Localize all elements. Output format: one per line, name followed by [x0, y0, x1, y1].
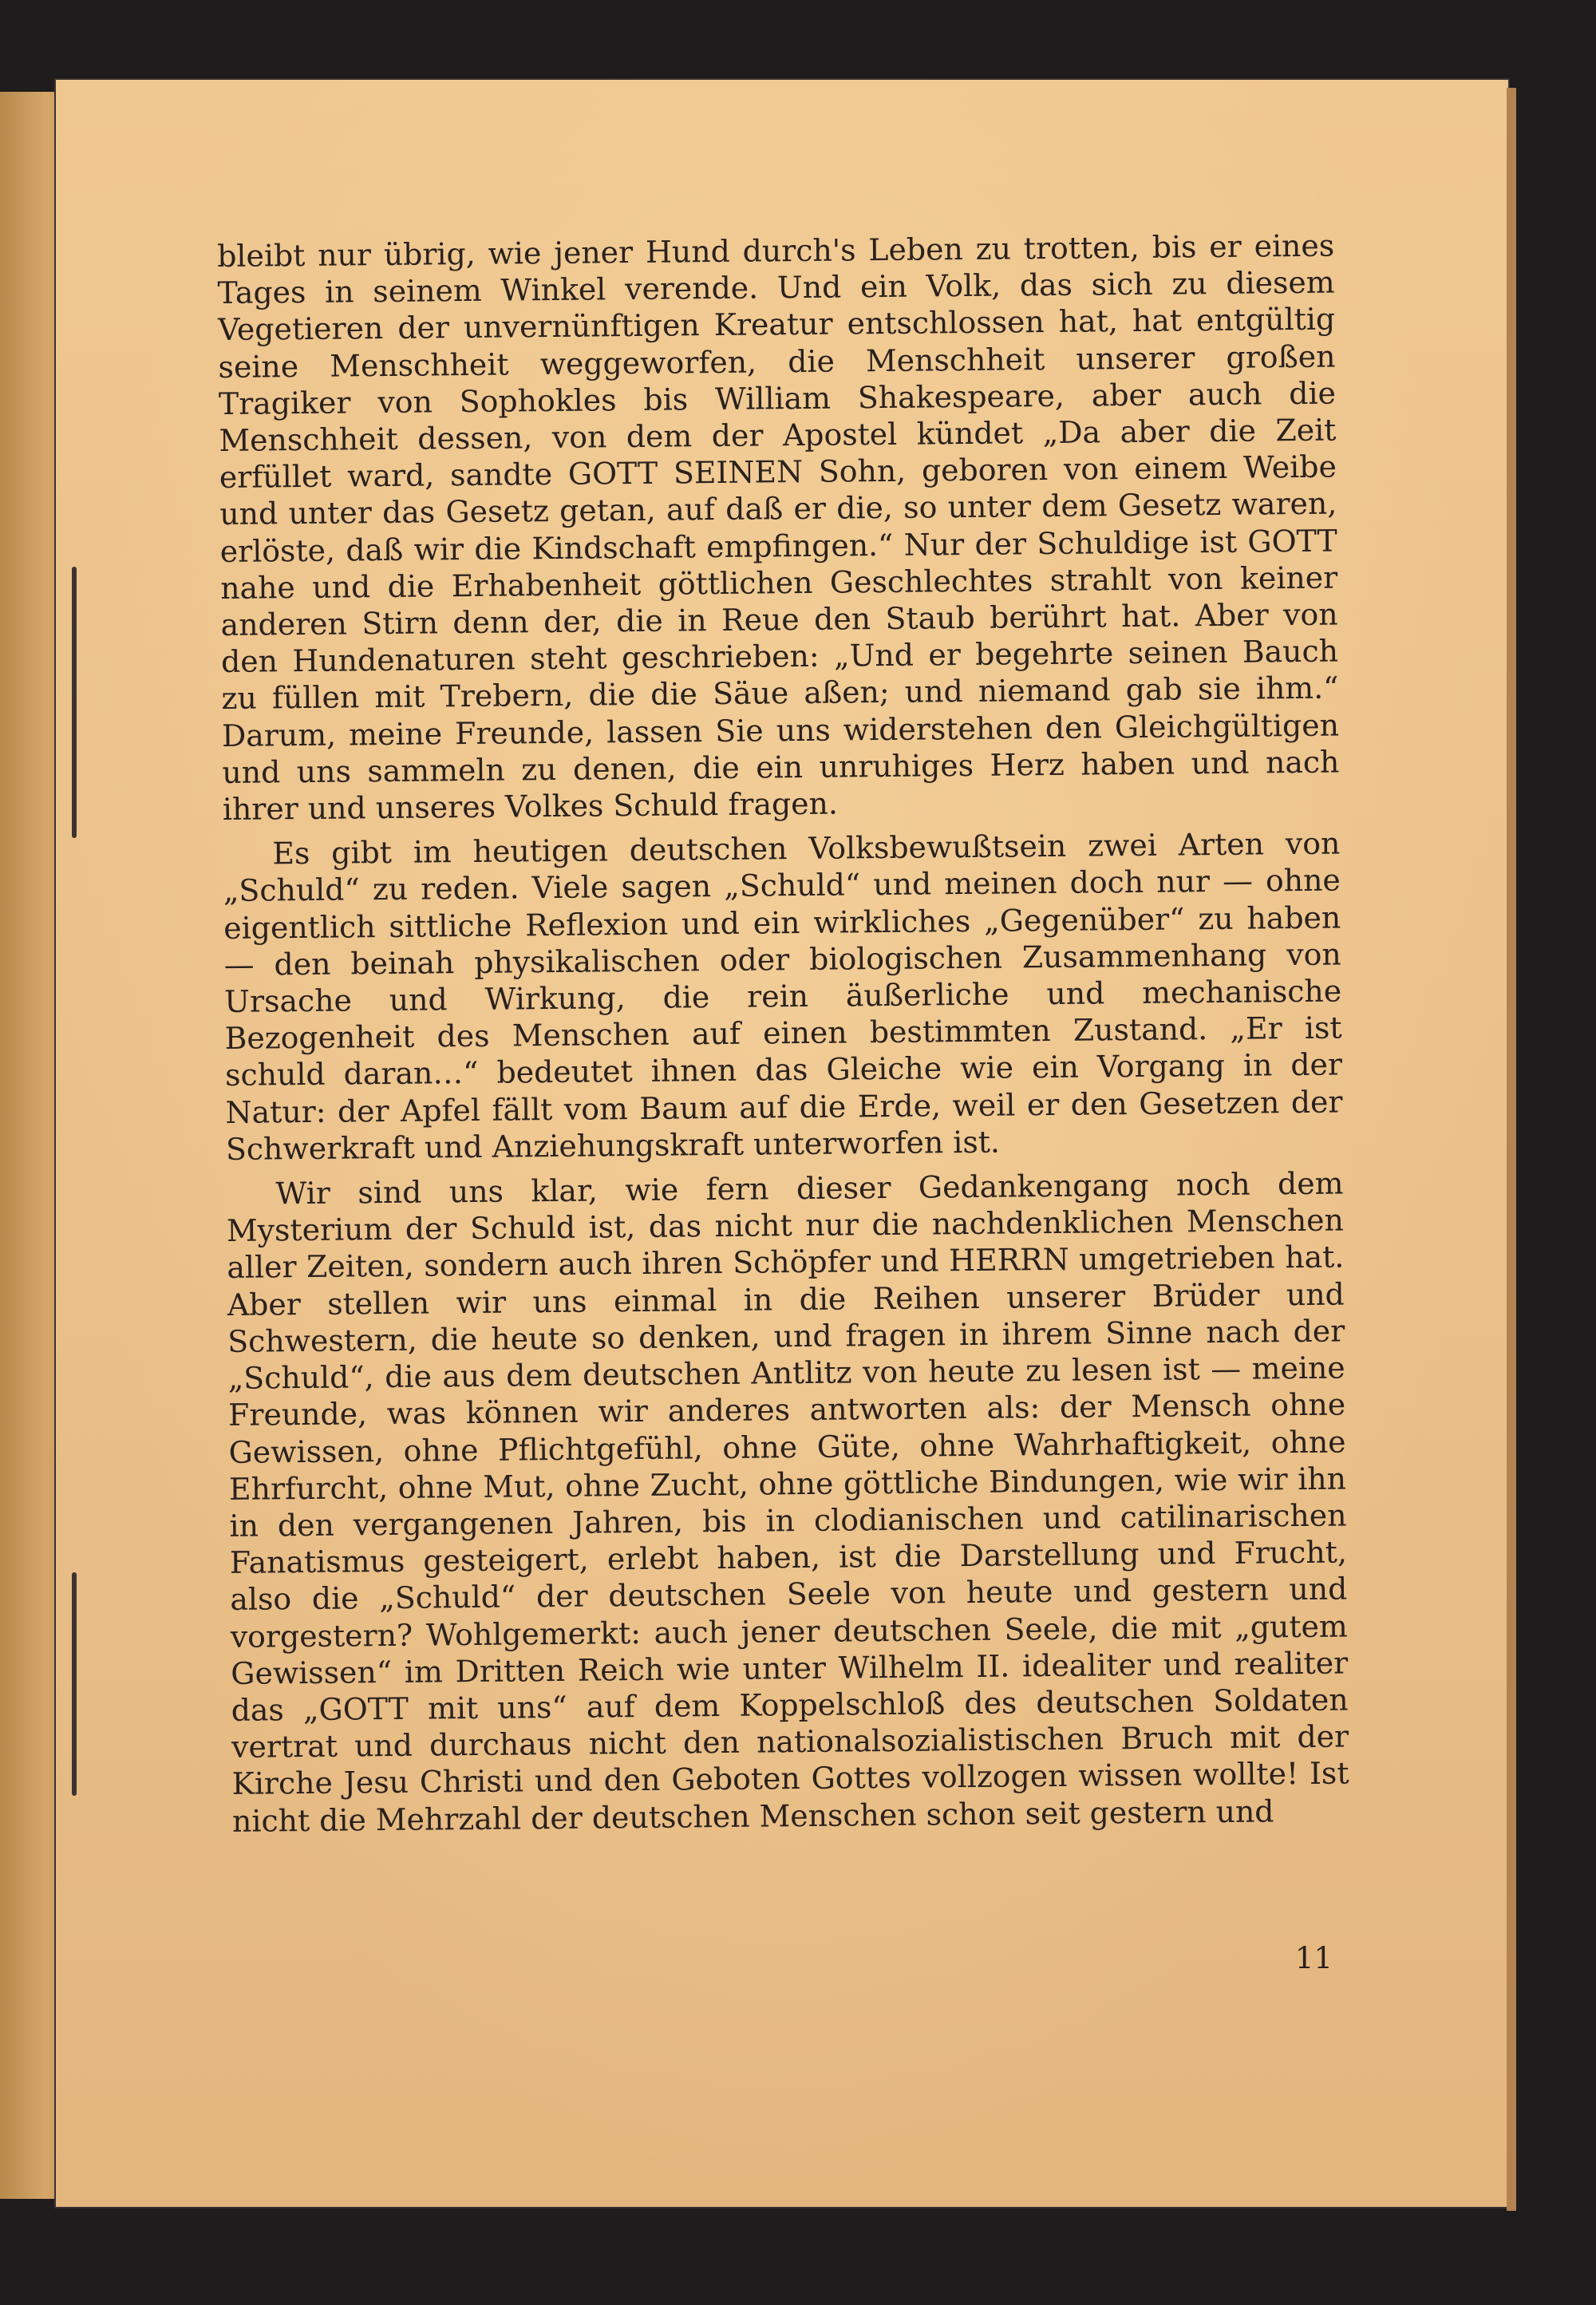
binding-staple-top — [72, 567, 77, 838]
binding-staple-bottom — [72, 1572, 77, 1796]
paragraph-3: Wir sind uns klar, wie fern dieser Gedankengang noch dem Mysterium der Schuld ist, das nicht nur die nachdenklichen Menschen aller Zeiten, sondern auch ihren Schöpfer und HERRN umgetrieben hat. Aber stellen wir uns einmal in die Reihen unserer Brüder und Schwestern, die heute so denken, und fragen in ihrem Sinne nach der „Schuld“, die aus dem deutschen Antlitz von heute zu lesen ist — meine Freunde, was können wir anderes antworten als: der Mensch ohne Gewissen, ohne Pflichtgefühl, ohne Güte, ohne Wahrhaftigkeit, ohne Ehrfurcht, ohne Mut, ohne Zucht, ohne göttliche Bindungen, wie wir ihn in den vergangenen Jahren, bis in clodianischen und catilinarischen Fanatismus gesteigert, erlebt haben, ist die Darstellung und Frucht, also die „Schuld“ der deutschen Seele von heute und gestern und vorgestern? Wohlgemerkt: auch jener deutschen Seele, die mit „gutem Gewissen“ im Dritten Reich wie unter Wilhelm II. idealiter und realiter das „GOTT mit uns“ auf dem Koppelschloß des deutschen Soldaten vertrat und durchaus nicht den nationalsozialistischen Bruch mit der Kirche Jesu Christi und den Geboten Gottes vollzogen wissen wollte! Ist nicht die Mehrzahl der deutschen Menschen schon seit gestern und — [226, 1165, 1349, 1839]
paragraph-2: Es gibt im heutigen deutschen Volksbewußtsein zwei Arten von „Schuld“ zu reden. Viele sagen „Schuld“ und meinen doch nur — ohne eigentlich sittliche Reflexion und ein wirkliches „Gegenüber“ zu haben — den beinah physikalischen oder biologischen Zusammenhang von Ursache und Wirkung, die rein äußerliche und mechanische Bezogenheit des Menschen auf einen bestimmten Zustand. „Er ist schuld daran…“ bedeutet ihnen das Gleiche wie ein Vorgang in der Natur: der Apfel fällt vom Baum auf die Erde, weil er den Gesetzen der Schwerkraft und Anziehungskraft unterworfen ist. — [223, 825, 1343, 1167]
page-number: 11 — [1294, 1941, 1333, 1975]
page-edge — [1507, 88, 1516, 2211]
body-text — [217, 227, 1349, 1840]
paragraph-1: bleibt nur übrig, wie jener Hund durch's Leben zu trotten, bis er eines Tages in seinem Winkel verende. Und ein Volk, das sich zu diesem Vegetieren der unvernünftigen Kreatur entschlossen hat, hat entgültig seine Menschheit weggeworfen, die Menschheit unserer großen Tragiker von Sophokles bis William Shakespeare, aber auch die Menschheit dessen, von dem der Apostel kündet „Da aber die Zeit erfüllet ward, sandte GOTT SEINEN Sohn, geboren von einem Weibe und unter das Gesetz getan, auf daß er die, so unter dem Gesetz waren, erlöste, daß wir die Kindschaft empfingen.“ Nur der Schuldige ist GOTT nahe und die Erhabenheit göttlichen Geschlechtes strahlt von keiner anderen Stirn denn der, die in Reue den Staub berührt hat. Aber von den Hundenaturen steht geschrieben: „Und er begehrte seinen Bauch zu füllen mit Trebern, die die Säue aßen; und niemand gab sie ihm.“ Darum, meine Freunde, lassen Sie uns widerstehen den Gleichgültigen und uns sammeln zu denen, die ein unruhiges Herz haben und nach ihrer und unseres Volkes Schuld fragen. — [217, 227, 1340, 828]
